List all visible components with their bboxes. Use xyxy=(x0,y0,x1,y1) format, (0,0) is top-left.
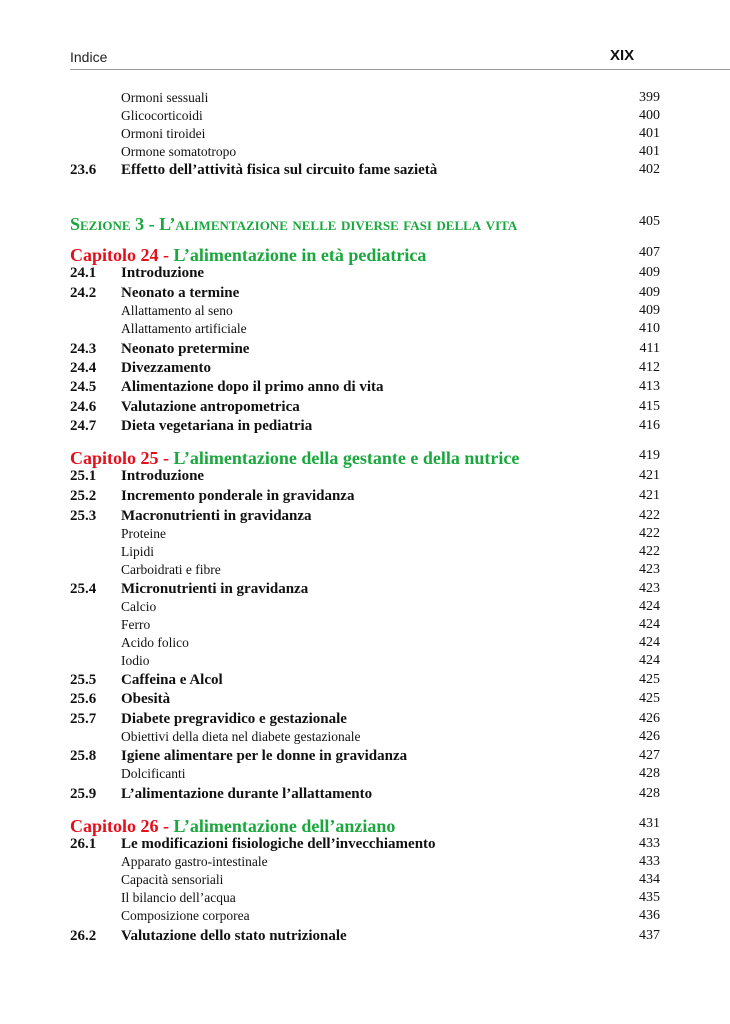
chapter-title xyxy=(70,245,426,266)
page-number: 425 xyxy=(639,672,660,687)
section-number: 24.3 xyxy=(70,341,97,357)
page-number: 409 xyxy=(639,303,660,318)
subsection-entry xyxy=(70,653,660,671)
chapter-entry xyxy=(70,816,660,834)
page-number: 422 xyxy=(639,508,660,523)
entry-title: Neonato pretermine xyxy=(121,341,250,357)
page-number: 426 xyxy=(639,729,660,744)
entry-title: Incremento ponderale in gravidanza xyxy=(121,488,355,504)
entry-title: Obiettivi della dieta nel diabete gestazionale xyxy=(121,729,361,744)
section-number: 25.7 xyxy=(70,711,97,727)
section-number: 24.6 xyxy=(70,399,97,415)
page-number: 435 xyxy=(639,890,660,905)
section-entry xyxy=(70,836,660,854)
subsection-entry xyxy=(70,562,660,580)
entry-title: Le modificazioni fisiologiche dell’invecchiamento xyxy=(121,836,436,852)
subsection-entry xyxy=(70,90,660,108)
page-number: 400 xyxy=(639,108,660,123)
subsection-entry xyxy=(70,126,660,144)
section-entry xyxy=(70,418,660,436)
entry-title: Dieta vegetariana in pediatria xyxy=(121,418,313,434)
page-number: 409 xyxy=(639,265,660,280)
subsection-entry xyxy=(70,890,660,908)
entry-title: Obesità xyxy=(121,691,171,707)
entry-title: Calcio xyxy=(121,599,157,614)
entry-title: Allattamento artificiale xyxy=(121,321,247,336)
section-entry xyxy=(70,786,660,804)
page-number: 407 xyxy=(639,245,660,260)
page-number: 422 xyxy=(639,544,660,559)
part-entry xyxy=(70,214,660,232)
section-number: 25.8 xyxy=(70,748,97,764)
entry-title: Valutazione antropometrica xyxy=(121,399,300,415)
subsection-entry xyxy=(70,635,660,653)
page-number: 401 xyxy=(639,126,660,141)
entry-title: Capacità sensoriali xyxy=(121,872,224,887)
subsection-entry xyxy=(70,321,660,339)
entry-title: Il bilancio dell’acqua xyxy=(121,890,236,905)
page-number: 424 xyxy=(639,617,660,632)
subsection-entry xyxy=(70,303,660,321)
chapter-text: L’alimentazione in età pediatrica xyxy=(173,245,427,265)
chapter-text: L’alimentazione dell’anziano xyxy=(173,816,396,836)
page-number: 410 xyxy=(639,321,660,336)
section-number: 26.2 xyxy=(70,928,97,944)
entry-title: Acido folico xyxy=(121,635,189,650)
page-number: 423 xyxy=(639,562,660,577)
entry-title: Carboidrati e fibre xyxy=(121,562,221,577)
entry-title: Divezzamento xyxy=(121,360,211,376)
section-number: 25.5 xyxy=(70,672,97,688)
page-number: 436 xyxy=(639,908,660,923)
entry-title: Apparato gastro-intestinale xyxy=(121,854,268,869)
section-number: 26.1 xyxy=(70,836,97,852)
page-number: 431 xyxy=(639,816,660,831)
section-entry xyxy=(70,928,660,946)
page-number: 433 xyxy=(639,836,660,851)
chapter-label: Capitolo 26 xyxy=(70,816,159,836)
section-entry xyxy=(70,488,660,506)
subsection-entry xyxy=(70,526,660,544)
section-number: 25.3 xyxy=(70,508,97,524)
section-number: 24.4 xyxy=(70,360,97,376)
page-number: 411 xyxy=(639,341,660,356)
section-entry xyxy=(70,691,660,709)
entry-title: L’alimentazione durante l’allattamento xyxy=(121,786,373,802)
entry-title: Ferro xyxy=(121,617,151,632)
entry-title: Effetto dell’attività fisica sul circuito fame sazietà xyxy=(121,162,438,178)
page-number: 433 xyxy=(639,854,660,869)
entry-title: Valutazione dello stato nutrizionale xyxy=(121,928,347,944)
section-number: 24.5 xyxy=(70,379,97,395)
page-number: 424 xyxy=(639,599,660,614)
page-number: 399 xyxy=(639,90,660,105)
page-number: 413 xyxy=(639,379,660,394)
part-title: Sezione 3 - L’alimentazione nelle diverse fasi della vita xyxy=(70,214,518,234)
entry-title: Iodio xyxy=(121,653,150,668)
page-number: 422 xyxy=(639,526,660,541)
subsection-entry xyxy=(70,854,660,872)
page-number: 424 xyxy=(639,635,660,650)
section-entry xyxy=(70,399,660,417)
entry-title: Introduzione xyxy=(121,265,205,281)
section-entry xyxy=(70,748,660,766)
page-number: 409 xyxy=(639,285,660,300)
page-number: 424 xyxy=(639,653,660,668)
entry-title: Ormoni tiroidei xyxy=(121,126,206,141)
chapter-dash: - xyxy=(158,816,174,836)
page-numeral: XIX xyxy=(610,47,635,64)
page-number: 427 xyxy=(639,748,660,763)
subsection-entry xyxy=(70,872,660,890)
page-number: 421 xyxy=(639,468,660,483)
page-number: 415 xyxy=(639,399,660,414)
entry-title: Igiene alimentare per le donne in gravidanza xyxy=(121,748,408,764)
page-number: 434 xyxy=(639,872,660,887)
entry-title: Neonato a termine xyxy=(121,285,240,301)
chapter-title xyxy=(70,816,395,837)
section-number: 25.1 xyxy=(70,468,97,484)
entry-title: Composizione corporea xyxy=(121,908,250,923)
subsection-entry xyxy=(70,544,660,562)
section-entry xyxy=(70,265,660,283)
entry-title: Glicocorticoidi xyxy=(121,108,203,123)
section-number: 25.4 xyxy=(70,581,97,597)
subsection-entry xyxy=(70,766,660,784)
subsection-entry xyxy=(70,108,660,126)
entry-title: Micronutrienti in gravidanza xyxy=(121,581,309,597)
page-number: 421 xyxy=(639,488,660,503)
section-number: 23.6 xyxy=(70,162,97,178)
chapter-dash: - xyxy=(158,448,174,468)
page-number: 425 xyxy=(639,691,660,706)
section-number: 25.6 xyxy=(70,691,97,707)
page-number: 428 xyxy=(639,766,660,781)
section-number: 25.2 xyxy=(70,488,97,504)
chapter-text: L’alimentazione della gestante e della nutrice xyxy=(173,448,520,468)
page-number: 405 xyxy=(639,214,660,229)
chapter-label: Capitolo 24 xyxy=(70,245,159,265)
chapter-title xyxy=(70,448,519,469)
section-entry xyxy=(70,162,660,180)
chapter-entry xyxy=(70,245,660,263)
page-number: 412 xyxy=(639,360,660,375)
section-entry xyxy=(70,360,660,378)
entry-title: Ormone somatotropo xyxy=(121,144,237,159)
entry-title: Lipidi xyxy=(121,544,154,559)
subsection-entry xyxy=(70,617,660,635)
page-number: 428 xyxy=(639,786,660,801)
subsection-entry xyxy=(70,729,660,747)
section-entry xyxy=(70,672,660,690)
entry-title: Alimentazione dopo il primo anno di vita xyxy=(121,379,384,395)
page-number: 416 xyxy=(639,418,660,433)
section-entry xyxy=(70,581,660,599)
page-number: 419 xyxy=(639,448,660,463)
entry-title: Proteine xyxy=(121,526,166,541)
page-number: 423 xyxy=(639,581,660,596)
entry-title: Macronutrienti in gravidanza xyxy=(121,508,312,524)
section-number: 24.7 xyxy=(70,418,97,434)
section-number: 24.2 xyxy=(70,285,97,301)
section-entry xyxy=(70,508,660,526)
entry-title: Ormoni sessuali xyxy=(121,90,209,105)
entry-title: Caffeina e Alcol xyxy=(121,672,223,688)
section-entry xyxy=(70,711,660,729)
header-label: Indice xyxy=(70,49,108,65)
subsection-entry xyxy=(70,908,660,926)
page-number: 437 xyxy=(639,928,660,943)
section-number: 24.1 xyxy=(70,265,97,281)
page-number: 402 xyxy=(639,162,660,177)
chapter-entry xyxy=(70,448,660,466)
section-entry xyxy=(70,379,660,397)
page-number: 426 xyxy=(639,711,660,726)
section-entry xyxy=(70,468,660,486)
chapter-label: Capitolo 25 xyxy=(70,448,159,468)
section-entry xyxy=(70,285,660,303)
entry-title: Introduzione xyxy=(121,468,205,484)
section-number: 25.9 xyxy=(70,786,97,802)
subsection-entry xyxy=(70,599,660,617)
entry-title: Diabete pregravidico e gestazionale xyxy=(121,711,347,727)
entry-title: Dolcificanti xyxy=(121,766,186,781)
page-number: 401 xyxy=(639,144,660,159)
entry-title: Allattamento al seno xyxy=(121,303,233,318)
chapter-dash: - xyxy=(158,245,174,265)
section-entry xyxy=(70,341,660,359)
subsection-entry xyxy=(70,144,660,162)
